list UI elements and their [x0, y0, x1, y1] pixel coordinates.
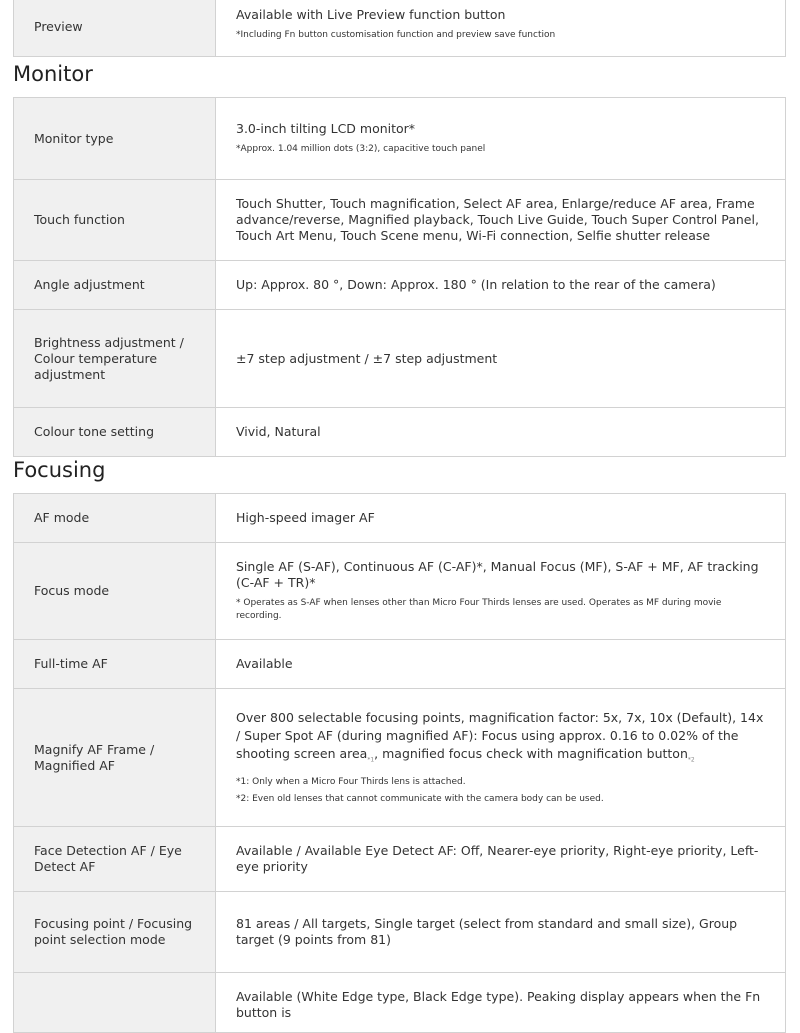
row-value: High-speed imager AF: [216, 494, 786, 543]
row-value: [216, 98, 786, 180]
row-label: Brightness adjustment / Colour temperature adjustment: [14, 310, 216, 408]
row-label: [14, 973, 216, 1033]
row-label: Full-time AF: [14, 640, 216, 689]
table-row: [14, 892, 786, 973]
value-note: *Approx. 1.04 million dots (3:2), capacitive touch panel: [236, 144, 486, 154]
row-label: Focusing point / Focusing point selection mode: [14, 892, 216, 973]
monitor-table: [13, 97, 786, 457]
table-row: [14, 98, 786, 180]
row-value: Up: Approx. 80 °, Down: Approx. 180 ° (In relation to the rear of the camera): [216, 261, 786, 310]
row-value: [216, 543, 786, 640]
section-title-monitor: Monitor: [13, 62, 93, 86]
row-label: Focus mode: [14, 543, 216, 640]
value-note: *1: Only when a Micro Four Thirds lens is attached.: [236, 776, 466, 787]
table-row: [14, 827, 786, 892]
table-row: [14, 408, 786, 457]
row-value: [216, 0, 786, 57]
value-text: Available (White Edge type, Black Edge type). Peaking display appears when the Fn button is: [236, 989, 761, 1020]
value-note: * Operates as S-AF when lenses other than Micro Four Thirds lenses are used. Operates as MF during movie recording.: [236, 598, 722, 621]
footnote-marker: *1: [367, 756, 375, 764]
row-value: ±7 step adjustment / ±7 step adjustment: [216, 310, 786, 408]
value-note: *2: Even old lenses that cannot communicate with the camera body can be used.: [236, 793, 604, 804]
value-note: *Including Fn button customisation function and preview save function: [236, 30, 556, 40]
row-value: 81 areas / All targets, Single target (select from standard and small size), Group target (9 points from 81): [216, 892, 786, 973]
value-text: [236, 709, 765, 770]
value-text: Single AF (S-AF), Continuous AF (C-AF)*, Manual Focus (MF), S-AF + MF, AF tracking (C-AF + TR)*: [236, 559, 759, 590]
row-label: Face Detection AF / Eye Detect AF: [14, 827, 216, 892]
table-row: [14, 180, 786, 261]
row-value: Available: [216, 640, 786, 689]
section-title-focusing: Focusing: [13, 458, 106, 482]
table-row: [14, 0, 786, 57]
row-value: [216, 689, 786, 827]
table-row: [14, 261, 786, 310]
row-label: Touch function: [14, 180, 216, 261]
value-text: Available with Live Preview function button: [236, 7, 506, 22]
value-text-a: Over 800 selectable focusing points, magnification factor: 5x, 7x, 10x (Default), 14x / Super Spot AF (during magnified AF): Focus using approx. 0.16 to 0.02% of the shooting screen area: [236, 710, 764, 762]
row-label: Magnify AF Frame / Magnified AF: [14, 689, 216, 827]
row-label: Colour tone setting: [14, 408, 216, 457]
table-row: [14, 310, 786, 408]
preview-table: [13, 0, 786, 57]
row-value: Touch Shutter, Touch magnification, Select AF area, Enlarge/reduce AF area, Frame advance/reverse, Magnified playback, Touch Live Guide, Touch Super Control Panel, Touch Art Menu, Touch Scene menu, Wi-Fi connection, Selfie shutter release: [216, 180, 786, 261]
value-text: 3.0-inch tilting LCD monitor*: [236, 121, 416, 136]
table-row: [14, 494, 786, 543]
row-value: Vivid, Natural: [216, 408, 786, 457]
table-row: [14, 543, 786, 640]
table-row: [14, 640, 786, 689]
row-label: AF mode: [14, 494, 216, 543]
table-row: [14, 973, 786, 1033]
row-value: [216, 973, 786, 1033]
focusing-table: [13, 493, 786, 1033]
footnote-marker: *2: [687, 756, 695, 764]
value-text-b: , magnified focus check with magnification button: [374, 746, 688, 762]
row-label: Monitor type: [14, 98, 216, 180]
table-row: [14, 689, 786, 827]
row-value: Available / Available Eye Detect AF: Off, Nearer-eye priority, Right-eye priority, Left-eye priority: [216, 827, 786, 892]
row-label: Preview: [14, 0, 216, 57]
row-label: Angle adjustment: [14, 261, 216, 310]
